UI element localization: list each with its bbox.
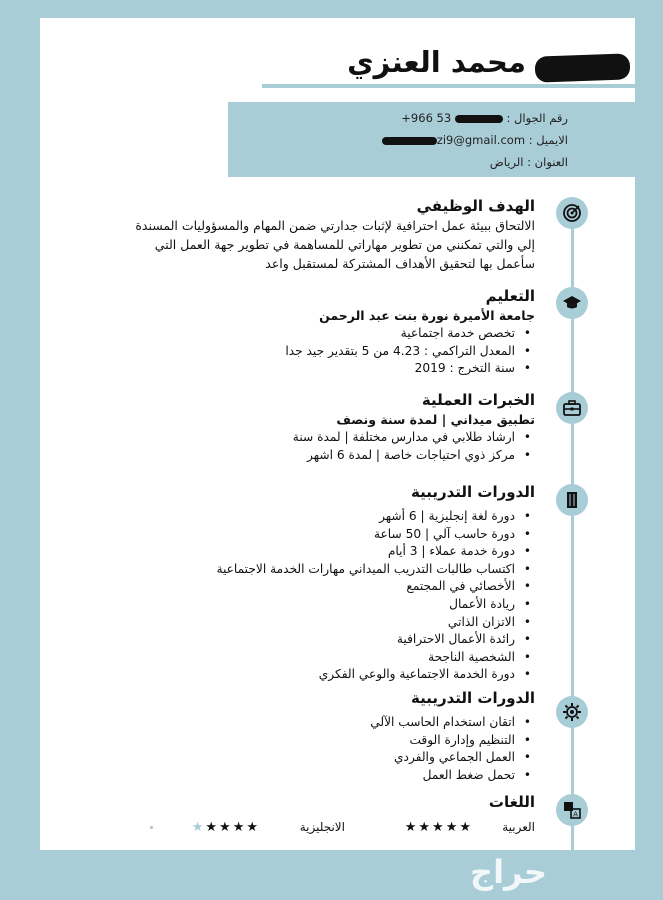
list-item: • ارشاد طلابي في مدارس مختلفة | لمدة سنة <box>125 429 515 447</box>
star-filled-icon: ★ <box>219 820 233 835</box>
education-section <box>125 286 535 378</box>
star-filled-icon: ★ <box>205 820 220 835</box>
star-filled-icon: ★ <box>232 820 247 835</box>
star-filled-icon: ★ <box>432 820 446 835</box>
target-icon <box>556 197 588 229</box>
redacted-email <box>382 137 437 145</box>
list-item: • تخصص خدمة اجتماعية <box>125 325 515 343</box>
star-filled-icon: ★ <box>418 820 433 835</box>
experience-list <box>125 429 535 464</box>
languages-row <box>125 820 535 838</box>
list-item: • دورة حاسب آلي | 50 ساعة <box>125 526 515 544</box>
contact-box <box>228 102 635 177</box>
list-item: • الشخصية الناجحة <box>125 649 515 667</box>
list-item: • ريادة الأعمال <box>125 596 515 614</box>
list-item: • اتقان استخدام الحاسب الآلي <box>125 714 515 732</box>
education-school: جامعة الأميرة نورة بنت عبد الرحمن <box>319 308 535 323</box>
list-item: • دورة لغة إنجليزية | 6 أشهر <box>125 508 515 526</box>
certificate-icon <box>556 484 588 516</box>
list-item: • المعدل التراكمي : 4.23 من 5 بتقدير جيد جدا <box>125 343 515 361</box>
courses-section <box>125 482 535 684</box>
list-item: • تحمل ضغط العمل <box>125 767 515 785</box>
courses-title: الدورات التدريبية <box>410 483 535 501</box>
briefcase-icon <box>556 392 588 424</box>
frame-right-bar <box>635 0 663 900</box>
email-value: zi9@gmail.com <box>382 133 525 147</box>
watermark-logo: حراج <box>470 853 547 891</box>
education-list <box>125 325 535 378</box>
english-label: الانجليزية <box>299 820 345 834</box>
email-row <box>382 133 568 147</box>
experience-title: الخبرات العملية <box>421 391 535 409</box>
address-value: الرياض <box>489 155 524 169</box>
list-item: • دورة الخدمة الاجتماعية والوعي الفكري <box>125 666 515 684</box>
list-item: • سنة التخرج : 2019 <box>125 360 515 378</box>
stray-dot <box>150 826 153 829</box>
star-filled-icon: ★ <box>404 820 419 835</box>
svg-text:A: A <box>573 810 578 819</box>
list-item: • مركز ذوي احتياجات خاصة | لمدة 6 اشهر <box>125 447 515 465</box>
arabic-label: العربية <box>502 820 535 834</box>
star-empty-icon: ★ <box>191 820 206 835</box>
star-filled-icon: ★ <box>459 820 473 835</box>
top-white-strip <box>40 18 635 30</box>
list-item: • التنظيم وإدارة الوقت <box>125 732 515 750</box>
phone-label: رقم الجوال : <box>506 111 568 125</box>
languages-title: اللغات <box>488 793 535 811</box>
redacted-phone <box>455 115 503 123</box>
list-item: • العمل الجماعي والفردي <box>125 749 515 767</box>
list-item: • اكتساب طالبات التدريب الميداني مهارات الخدمة الاجتماعية <box>125 561 515 579</box>
objective-section <box>125 196 535 273</box>
courses-list <box>125 508 535 684</box>
gear-icon <box>556 696 588 728</box>
translate-icon <box>556 794 588 826</box>
english-rating-stars <box>192 820 260 835</box>
full-name: محمد العنزي <box>347 45 526 79</box>
arabic-rating-stars <box>405 820 473 835</box>
skills-list <box>125 714 535 784</box>
education-title: التعليم <box>485 287 535 305</box>
experience-section <box>125 390 535 464</box>
frame-left-bar <box>0 0 40 900</box>
graduation-cap-icon <box>556 287 588 319</box>
experience-subtitle: تطبيق ميداني | لمدة سنة ونصف <box>336 412 535 427</box>
email-label: الايميل : <box>528 133 568 147</box>
star-filled-icon: ★ <box>246 820 260 835</box>
address-row <box>490 155 568 169</box>
name-header <box>300 45 630 85</box>
frame-bottom-bar <box>0 850 663 900</box>
star-filled-icon: ★ <box>445 820 460 835</box>
name-underline <box>262 84 635 88</box>
languages-section <box>125 792 535 812</box>
objective-text: الالتحاق ببيئة عمل احترافية لإثبات جدارتي ضمن المهام والمسؤوليات المسندة إلي والتي تمكنني من تطوير مهاراتي للمساهمة في تطوير جهة العمل التي سأعمل بها لتحقيق الأهداف المشتركة لمستقبل واعد <box>135 218 535 271</box>
frame-top-bar <box>0 0 663 18</box>
list-item: • رائدة الأعمال الاحترافية <box>125 631 515 649</box>
skills-title: الدورات التدريبية <box>410 689 535 707</box>
skills-section <box>125 688 535 784</box>
list-item: • الاتزان الذاتي <box>125 614 515 632</box>
list-item: • دورة خدمة عملاء | 3 أيام <box>125 543 515 561</box>
list-item: • الأخصائي في المجتمع <box>125 578 515 596</box>
objective-title: الهدف الوظيفي <box>416 197 535 215</box>
redacted-first-name <box>535 53 631 82</box>
phone-row <box>401 111 568 125</box>
phone-value: +966 53 <box>401 111 503 125</box>
address-label: العنوان : <box>527 155 568 169</box>
